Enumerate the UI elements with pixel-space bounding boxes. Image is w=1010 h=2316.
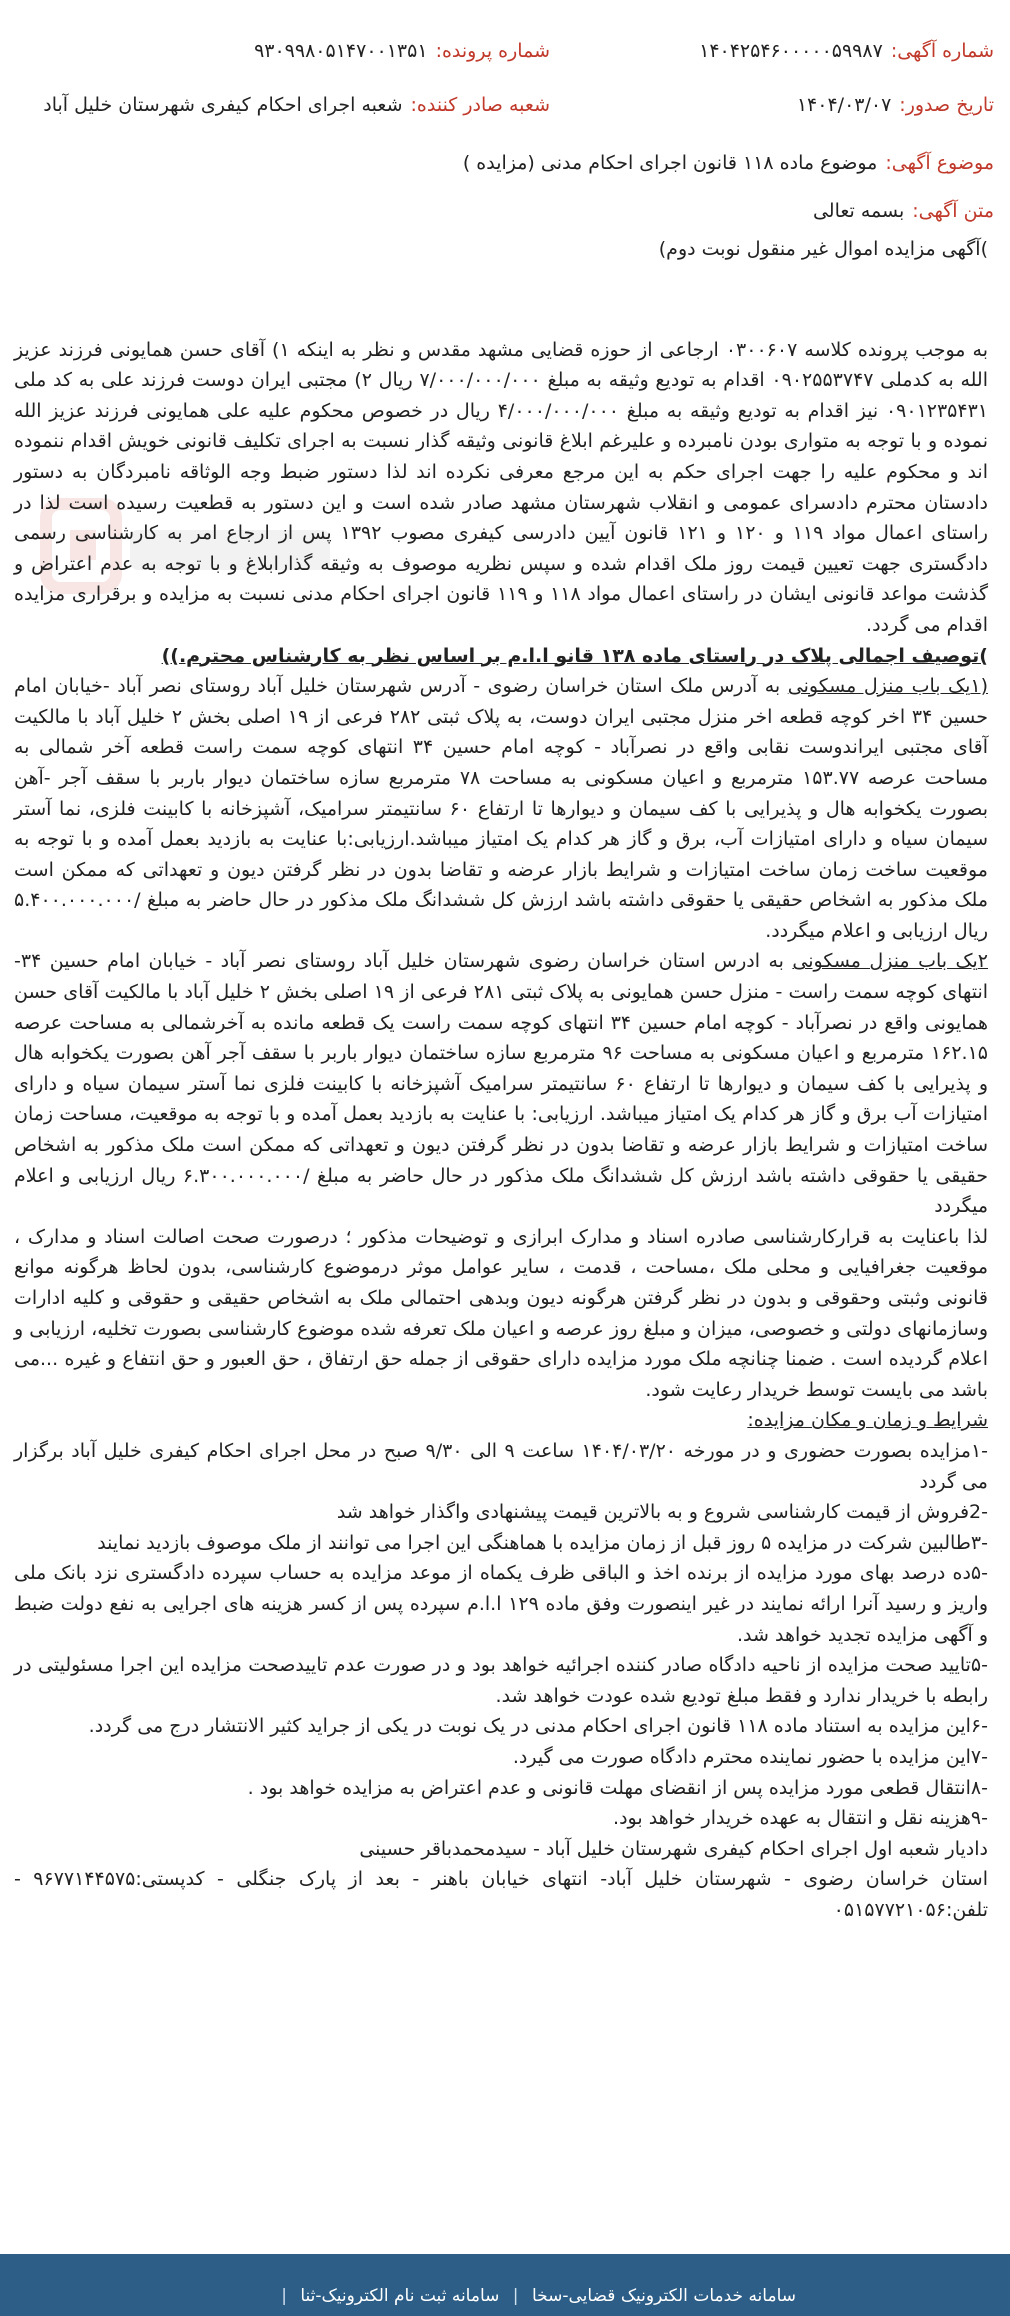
issue-date-label: تاریخ صدور:: [899, 94, 994, 116]
ad-subject-value: موضوع ماده ۱۱۸ قانون اجرای احکام مدنی (مزایده ): [462, 152, 878, 174]
issuing-branch-value: شعبه اجرای احکام کیفری شهرستان خلیل آباد: [43, 94, 403, 116]
condition-item: -۵ده درصد بهای مورد مزایده از برنده اخذ و الباقی ظرف یکماه از موعد مزایده به حساب سپرده دادگستری نزد بانک ملی واریز و رسید آنرا ارائه نمایند در غیر اینصورت وفق ماده ۱۲۹ ا.ا.م سپرده پس از کسر هزینه های اجرایی به نفع دولت ضبط و آگهی مزایده تجدید خواهد شد.: [14, 1562, 988, 1646]
ad-text-header: [813, 200, 994, 222]
footer-link-sana[interactable]: سامانه ثبت نام الکترونیک-ثنا: [300, 2286, 500, 2306]
condition-item: -۳طالبین شرکت در مزایده ۵ روز قبل از زمان مزایده با هماهنگی این اجرا می توانند از ملک موصوف بازدید نمایند: [97, 1531, 988, 1554]
ad-subject-label: موضوع آگهی:: [885, 152, 994, 174]
description-heading: )توصیف اجمالی پلاک در راستای ماده ۱۳۸ قانو ا.ا.م بر اساس نظر به کارشناس محترم.)): [161, 644, 988, 667]
notice-title: )آگهی مزایده اموال غیر منقول نوبت دوم): [658, 238, 988, 260]
case-number-label: شماره پرونده:: [435, 40, 550, 62]
valuation-note: لذا باعنایت به قرارکارشناسی صادره اسناد و مدارک ابرازی و توضیحات مذکور ؛ درصورت صحت اصالت اسناد و مدارک ، موقعیت جغرافیایی و محلی ملک ،مساحت ، قدمت ، سایر عوامل موثر درموضوع کارشناسی، بدون لحاظ هرگونه موانع قانونی وثبتی وحقوقی و بدون در نظر گرفتن هرگونه دیون وبدهی احتمالی ملک به اشخاص حقیقی و حقوقی و کلیه ادارات وسازمانهای دولتی و خصوصی، میزان و مبلغ روز عرصه و اعیان ملک تعرفه شده موضوع کارشناسی بصورت تخلیه، ارزیابی و اعلام گردیده است . ضمنا چنانچه ملک مورد مزایده دارای حقوقی از جمله حق ارتفاق ، حق العبور و حق انتفاع و غیره ...می باشد می بایست توسط خریدار رعایت شود.: [14, 1225, 988, 1401]
property-item-1-text: به آدرس ملک استان خراسان رضوی - آدرس شهرستان خلیل آباد روستای نصر آباد -خیابان امام حسین ۳۴ اخر کوچه قطعه اخر منزل مجتبی ایران دوست، به پلاک ثبتی ۲۸۲ فرعی از ۱۹ اصلی بخش ۲ خلیل آباد با مالکیت آقای مجتبی ایراندوست نقابی واقع در نصرآباد - کوچه امام حسین ۳۴ انتهای کوچه سمت راست قطعه آخر شمالی به مساحت عرصه ۱۵۳.۷۷ مترمربع و اعیان مسکونی به مساحت ۷۸ مترمربع سازه ساختمان دیوار باربر با سقف آجر -آهن بصورت یکخوابه هال و پذیرایی با کف سیمان و دیوارها تا ارتفاع ۶۰ سانتیمتر سرامیک، آشپزخانه با کابینت فلزی، نما آستر سیمان سیاه و دارای امتیازات آب، برق و گاز هر کدام یک امتیاز میباشد.ارزیابی:با عنایت به بازدید بعمل آمده و با توجه به موقعیت ساخت زمان ساخت امتیازات و شرایط بازار عرضه و تقاضا بدون در نظر گرفتن دیون و تعهداتی که ممکن است ملک مذکور به اشخاص حقیقی یا حقوقی داشته باشد ارزش کل ششدانگ ملک مذکور در حال حاضر به مبلغ /۵.۴۰۰.۰۰۰.۰۰۰ ریال ارزیابی و اعلام میگردد.: [14, 675, 989, 942]
ad-number-label: شماره آگهی:: [890, 40, 994, 62]
property-item-1: [14, 671, 988, 946]
contact-address: استان خراسان رضوی - شهرستان خلیل آباد- انتهای خیابان باهنر - بعد از پارک جنگلی - کدپستی:۹۶۷۷۱۴۴۵۷۵ - تلفن:۰۵۱۵۷۷۲۱۰۵۶: [14, 1868, 988, 1921]
ad-text-intro: بسمه تعالی: [812, 200, 905, 222]
signature: دادیار شعبه اول اجرای احکام کیفری شهرستان خلیل آباد - سیدمحمدباقر حسینی: [359, 1837, 988, 1860]
condition-item: -۸انتقال قطعی مورد مزایده پس از انقضای مهلت قانونی و عدم اعتراض به مزایده خواهد بود .: [247, 1776, 988, 1799]
ad-number: [699, 40, 994, 62]
property-item-2-title: ۲یک باب منزل مسکونی: [792, 950, 989, 973]
condition-item: -۷این مزایده با حضور نماینده محترم دادگاه صورت می گیرد.: [512, 1745, 988, 1768]
issuing-branch-label: شعبه صادر کننده:: [410, 94, 550, 116]
issuing-branch: [43, 94, 550, 116]
property-item-2-text: به ادرس استان خراسان رضوی شهرستان خلیل آباد روستای نصر آباد - خیابان امام حسین ۳۴- انتهای کوچه سمت راست - منزل حسن همایونی به پلاک ثبتی ۲۸۱ فرعی از ۱۹ اصلی بخش ۲ خلیل آباد با مالکیت آقای حسن همایونی واقع در نصرآباد - کوچه امام حسین ۳۴ انتهای کوچه سمت راست یک قطعه مانده به آخرشمالی به مساحت عرصه ۱۶۲.۱۵ مترمربع و اعیان مسکونی به مساحت ۹۶ مترمربع سازه ساختمان دیوار باربر با سقف آجر آهن بصورت یکخوابه هال و پذیرایی با کف سیمان و دیوارها تا ارتفاع ۶۰ سانتیمتر سرامیک آشپزخانه با کابینت فلزی نما آستر سیمان سیاه و دارای امتیازات آب برق و گاز هر کدام یک امتیاز میباشد. ارزیابی: با عنایت به بازدید بعمل آمده و با توجه به موقعیت، مساحت زمان ساخت امتیازات و شرایط بازار عرضه و تقاضا بدون در نظر گرفتن دیون و تعهداتی که ممکن است ملک مذکور به اشخاص حقیقی یا حقوقی داشته باشد ارزش کل ششدانگ ملک مذکور در حال حاضر به مبلغ /۶.۳۰۰.۰۰۰.۰۰۰ ریال ارزیابی و اعلام میگردد: [14, 950, 989, 1218]
ad-text-label: متن آگهی:: [912, 200, 994, 222]
condition-item: -۹هزینه نقل و انتقال به عهده خریدار خواهد بود.: [613, 1807, 988, 1830]
footer-links: [277, 2286, 800, 2306]
condition-item: -۵تایید صحت مزایده از ناحیه دادگاه صادر کننده اجرائیه خواهد بود و در صورت عدم تاییدصحت مزایده این اجرا مسئولیتی در رابطه با خریدار ندارد و فقط مبلغ تودیع شده عودت خواهد شد.: [14, 1654, 988, 1707]
property-item-2: [14, 946, 988, 1221]
condition-item: -2فروش از قیمت کارشناسی شروع و به بالاترین قیمت پیشنهادی واگذار خواهد شد: [336, 1501, 988, 1524]
footer-link-sakha[interactable]: سامانه خدمات الکترونیک قضایی-سخا: [531, 2286, 796, 2306]
condition-item: -۶این مزایده به استناد ماده ۱۱۸ قانون اجرای احکام مدنی در یک نوبت در یکی از جراید کثیر الانتشار درج می گردد.: [88, 1715, 988, 1738]
issue-date-value: ۱۴۰۴/۰۳/۰۷: [796, 94, 892, 116]
footer-bar: [0, 2254, 1010, 2316]
notice-body: [14, 234, 988, 1925]
issue-date: [797, 94, 994, 116]
property-item-1-title: (۱یک باب منزل مسکونی: [787, 675, 988, 698]
case-number: [254, 40, 550, 62]
ad-number-value: ۱۴۰۴۲۵۴۶۰۰۰۰۰۵۹۹۸۷: [699, 40, 883, 62]
ad-subject: [463, 152, 994, 174]
footer-separator: |: [281, 2286, 287, 2306]
intro-paragraph: به موجب پرونده کلاسه ۰۳۰۰۶۰۷ ارجاعی از حوزه قضایی مشهد مقدس و نظر به اینکه ۱) آقای حسن همایونی فرزند عزیز الله به کدملی ۰۹۰۲۵۵۳۷۴۷ اقدام به تودیع وثیقه به مبلغ ۷/۰۰۰/۰۰۰/۰۰۰ ریال ۲) مجتبی ایران دوست فرزند علی به کد ملی ۰۹۰۱۲۳۵۴۳۱ نیز اقدام به تودیع وثیقه به مبلغ ۴/۰۰۰/۰۰۰/۰۰۰ ریال در خصوص محکوم علیه علی همایونی فرزند عزیز الله نموده و با توجه به متواری بودن نامبرده و علیرغم ابلاغ قانونی وثیقه گذار نسبت به اجرای تکلیف قانونی خویش اقدام ننموده اند و محکوم علیه را جهت اجرای حکم به این مرجع معرفی نکرده اند لذا دستور ضبط وجه الوثاقه نامبردگان به دستور دادستان محترم دادسرای عمومی و انقلاب شهرستان مشهد صادر شده است و این دستور به قطعیت رسیده است لذا در راستای اعمال مواد ۱۱۹ و ۱۲۰ و ۱۲۱ قانون آیین دادرسی کیفری مصوب ۱۳۹۲ پس از ارجاع امر به کارشناسی رسمی دادگستری جهت تعیین قیمت روز ملک اقدام شده و سپس نظریه موصوف به وثیقه گذارابلاغ و با توجه به عدم اعتراض و گذشت مواعد قانونی ایشان در راستای اعمال مواد ۱۱۸ و ۱۱۹ قانون اجرای احکام مدنی نسبت به مزایده و برقراری مزایده اقدام می گردد.: [14, 338, 989, 636]
condition-item: -۱مزایده بصورت حضوری و در مورخه ۱۴۰۴/۰۳/۲۰ ساعت ۹ الی ۹/۳۰ صبح در محل اجرای احکام کیفری خلیل آباد برگزار می گردد: [14, 1439, 989, 1493]
case-number-value: ۹۳۰۹۹۸۰۵۱۴۷۰۰۱۳۵۱: [254, 40, 428, 62]
footer-separator: |: [512, 2286, 519, 2306]
conditions-heading: شرایط و زمان و مکان مزایده:: [747, 1409, 988, 1432]
